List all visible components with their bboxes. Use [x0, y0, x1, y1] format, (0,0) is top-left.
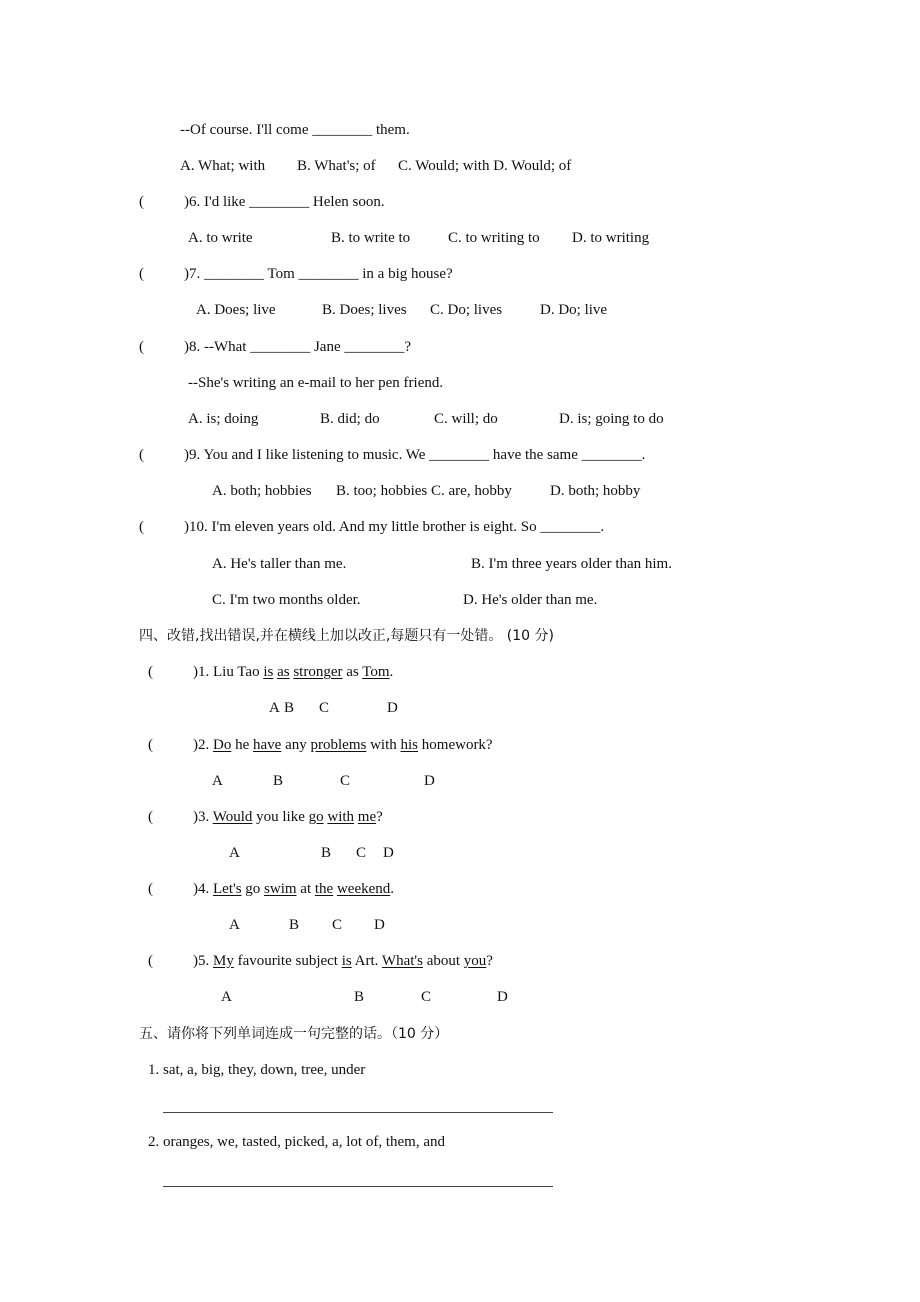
question-10: )10. I'm eleven years old. And my little brother is eight. So ________. [184, 519, 605, 535]
correction-item-2 [193, 736, 493, 754]
q5-reply: --Of course. I'll come ________ them. [180, 122, 410, 138]
plain-text: . [390, 881, 395, 897]
option-d-word: his [400, 737, 419, 753]
label-a: A [229, 917, 240, 933]
item-prefix: )4. [193, 881, 213, 897]
label-d: D [387, 700, 398, 716]
plain-text: he [231, 737, 254, 753]
option-b-word: have [253, 737, 282, 753]
question-9: )9. You and I like listening to music. We ________ have the same ________. [184, 447, 646, 463]
option-b-word: as [277, 664, 290, 680]
plain-text: any [281, 737, 311, 753]
option-a-word: My [213, 953, 234, 969]
label-b: B [284, 700, 295, 716]
label-c: C [340, 773, 351, 789]
q6-option-a: A. to write [188, 230, 253, 246]
q7-option-b: B. Does; lives [322, 302, 407, 318]
label-a: A [221, 989, 232, 1005]
section-5-title: 五、请你将下列单词连成一句完整的话。（10 分） [139, 1026, 449, 1042]
label-b: B [273, 773, 284, 789]
q5-option-a: A. What; with [180, 158, 266, 174]
q7-option-c: C. Do; lives [430, 302, 503, 318]
plain-text: ? [376, 809, 383, 825]
item-prefix: )2. [193, 737, 213, 753]
q8-reply: --She's writing an e-mail to her pen friend. [188, 375, 444, 391]
answer-paren[interactable]: ( [139, 339, 144, 355]
label-b: B [354, 989, 365, 1005]
option-c-word: problems [310, 737, 367, 753]
option-d-word: you [463, 953, 487, 969]
correction-item-4 [193, 880, 394, 898]
label-c: C [319, 700, 330, 716]
answer-paren[interactable]: ( [139, 266, 144, 282]
word-list-2: 2. oranges, we, tasted, picked, a, lot of, them, and [148, 1134, 445, 1150]
q6-option-d: D. to writing [572, 230, 650, 246]
q9-option-d: D. both; hobby [550, 483, 641, 499]
label-b: B [321, 845, 332, 861]
label-d: D [383, 845, 394, 861]
q7-option-a: A. Does; live [196, 302, 276, 318]
label-a: A [269, 700, 280, 716]
option-c-word: What's [381, 953, 423, 969]
question-8: )8. --What ________ Jane ________? [184, 339, 412, 355]
label-c: C [332, 917, 343, 933]
correction-item-5 [193, 952, 493, 970]
option-c-word: stronger [293, 664, 343, 680]
answer-paren[interactable]: ( [139, 447, 144, 463]
option-a-word: Would [212, 809, 253, 825]
label-a: A [229, 845, 240, 861]
option-d-word: weekend [336, 881, 391, 897]
option-d-word: Tom [362, 664, 390, 680]
q8-option-b: B. did; do [320, 411, 380, 427]
option-a-word: Let's [213, 881, 242, 897]
option-b-word: is [341, 953, 352, 969]
question-6: )6. I'd like ________ Helen soon. [184, 194, 385, 210]
q6-option-b: B. to write to [331, 230, 411, 246]
q10-option-c: C. I'm two months older. [212, 592, 361, 608]
q10-option-b: B. I'm three years older than him. [471, 556, 672, 572]
plain-text: about [422, 953, 464, 969]
plain-text: as [342, 664, 363, 680]
option-b-word: swim [264, 881, 297, 897]
option-c-word: with [327, 809, 355, 825]
plain-text: Art. [351, 953, 382, 969]
answer-line-2[interactable] [163, 1186, 553, 1187]
plain-text: homework? [418, 737, 493, 753]
q8-option-a: A. is; doing [188, 411, 259, 427]
answer-paren[interactable]: ( [148, 953, 153, 969]
option-b-word: go [308, 809, 324, 825]
plain-text: go [241, 881, 265, 897]
q7-option-d: D. Do; live [540, 302, 608, 318]
plain-text: ? [486, 953, 493, 969]
plain-text: at [296, 881, 315, 897]
plain-text: with [366, 737, 401, 753]
q8-option-d: D. is; going to do [559, 411, 664, 427]
option-d-word: me [357, 809, 377, 825]
label-b: B [289, 917, 300, 933]
plain-text: . [389, 664, 394, 680]
question-7: )7. ________ Tom ________ in a big house? [184, 266, 453, 282]
option-a-word: is [263, 664, 274, 680]
option-c-word: the [314, 881, 334, 897]
q5-option-b: B. What's; of [297, 158, 376, 174]
plain-text: you like [252, 809, 309, 825]
item-prefix: )3. [193, 809, 213, 825]
label-a: A [212, 773, 223, 789]
label-c: C [421, 989, 432, 1005]
answer-paren[interactable]: ( [148, 809, 153, 825]
word-list-1: 1. sat, a, big, they, down, tree, under [148, 1062, 366, 1078]
correction-item-1 [193, 663, 393, 681]
item-prefix: )5. [193, 953, 213, 969]
q10-option-d: D. He's older than me. [463, 592, 598, 608]
label-d: D [374, 917, 385, 933]
correction-item-3 [193, 808, 383, 826]
label-c: C [356, 845, 367, 861]
q5-option-cd: C. Would; with D. Would; of [398, 158, 572, 174]
answer-paren[interactable]: ( [148, 881, 153, 897]
item-prefix: )1. Liu Tao [193, 664, 264, 680]
section-4-title: 四、改错,找出错误,并在横线上加以改正,每题只有一处错。 (10 分) [139, 628, 554, 644]
answer-paren[interactable]: ( [148, 737, 153, 753]
answer-paren[interactable]: ( [139, 519, 144, 535]
option-a-word: Do [213, 737, 232, 753]
answer-paren[interactable]: ( [139, 194, 144, 210]
answer-line-1[interactable] [163, 1112, 553, 1113]
q10-option-a: A. He's taller than me. [212, 556, 347, 572]
label-d: D [424, 773, 435, 789]
answer-paren[interactable]: ( [148, 664, 153, 680]
label-d: D [497, 989, 508, 1005]
plain-text: favourite subject [233, 953, 342, 969]
q6-option-c: C. to writing to [448, 230, 540, 246]
q9-option-bc: B. too; hobbies C. are, hobby [336, 483, 512, 499]
q9-option-a: A. both; hobbies [212, 483, 312, 499]
q8-option-c: C. will; do [434, 411, 498, 427]
